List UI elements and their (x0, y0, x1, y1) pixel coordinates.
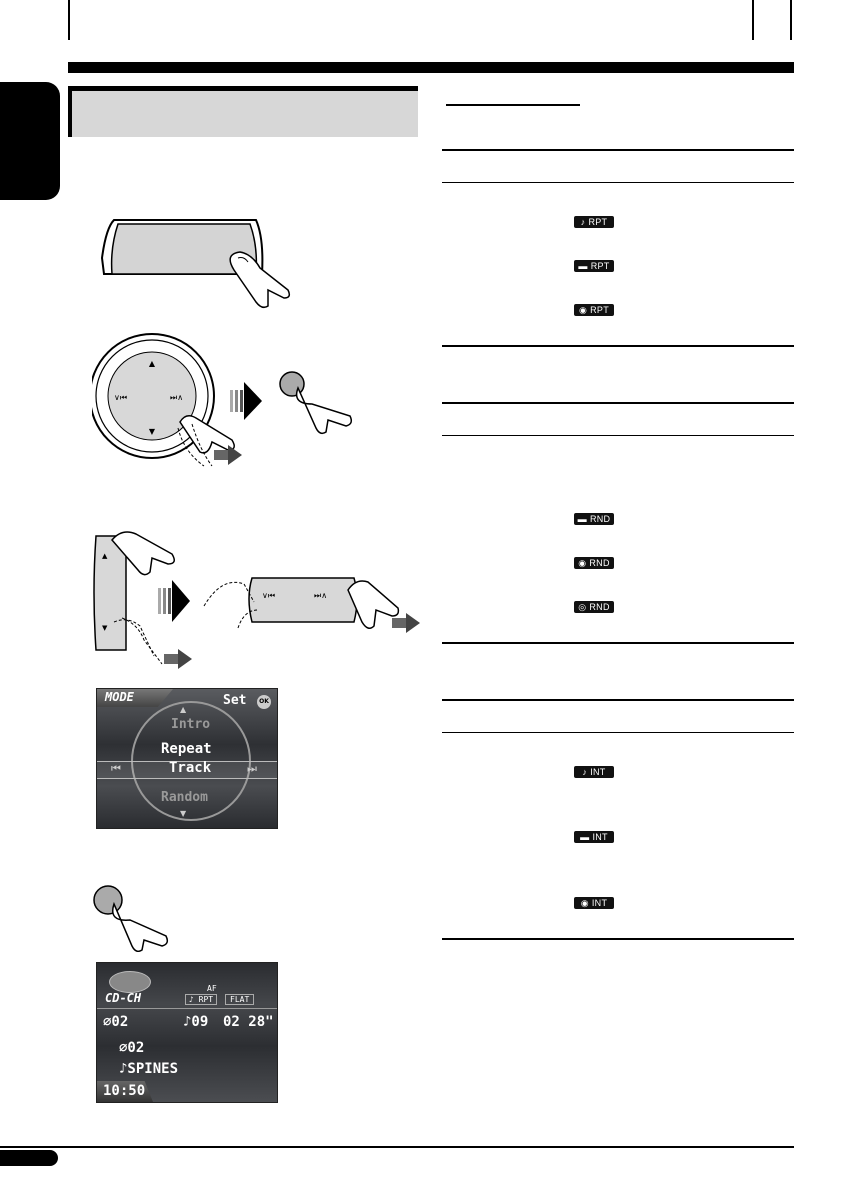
title-line: ♪SPINES (119, 1061, 179, 1077)
svg-text:▲: ▲ (102, 552, 108, 560)
table-rule (442, 149, 794, 151)
table-rule (442, 345, 794, 347)
track-note-icon: ♪ (580, 217, 586, 227)
header-rule (68, 62, 794, 73)
clock: 10:50 (103, 1083, 146, 1099)
cd-changer-status-screen (96, 962, 278, 1103)
right-column-heading-underline (446, 104, 580, 106)
track-number: ♪09 (183, 1014, 209, 1030)
table-rule (442, 938, 794, 940)
skip-forward-icon: ⏭ (247, 762, 257, 775)
repeat-indicator: ♪ RPT (185, 994, 217, 1005)
source-label: CD-CH (105, 991, 142, 1005)
badge-label: RPT (590, 305, 610, 315)
badge-label: RND (589, 514, 611, 524)
table-rule (442, 435, 794, 436)
table-rule (442, 182, 794, 183)
section-heading-box (68, 86, 418, 137)
intro-badge-track (574, 766, 614, 778)
badge-label: RND (589, 602, 610, 612)
random-badge-magazine (574, 601, 614, 613)
table-rule (442, 402, 794, 404)
badge-label: RND (589, 558, 610, 568)
disc-line: ⌀02 (119, 1040, 145, 1056)
repeat-badge-disc (574, 304, 614, 316)
ok-button-icon: OK (257, 695, 271, 709)
badge-label: INT (590, 767, 606, 777)
mode-item-repeat[interactable]: Repeat (161, 741, 212, 757)
eq-indicator: FLAT (225, 994, 254, 1005)
crop-mark (790, 0, 792, 40)
skip-back-icon: ⏮ (111, 762, 121, 775)
down-arrow-icon: ▼ (180, 809, 187, 818)
svg-text:▼: ▼ (102, 624, 108, 632)
folder-icon: ▬ (580, 832, 590, 842)
random-badge-disc (574, 557, 614, 569)
up-arrow-icon: ▲ (180, 705, 187, 714)
table-rule (442, 732, 794, 733)
disc-icon: ◉ (578, 305, 588, 315)
page-number-tab (0, 1150, 58, 1166)
language-side-tab (0, 82, 60, 200)
folder-icon: ▬ (577, 514, 587, 524)
folder-icon: ▬ (578, 261, 588, 271)
svg-text:⏭∧: ⏭∧ (170, 393, 184, 402)
magazine-icon: ◎ (578, 602, 587, 612)
mode-menu-screen (96, 688, 278, 829)
dial-select-illustration (92, 332, 362, 472)
button-press-illustration (92, 884, 172, 952)
crop-mark (68, 0, 70, 40)
mode-title: MODE (105, 690, 134, 704)
repeat-badge-track (574, 216, 614, 228)
badge-label: INT (591, 898, 608, 908)
control-dial-press-illustration (92, 218, 292, 310)
mode-item-random[interactable]: Random (161, 790, 208, 805)
table-rule (442, 642, 794, 644)
af-indicator: AF (207, 984, 217, 993)
crop-mark (752, 0, 754, 40)
track-note-icon: ♪ (582, 767, 588, 777)
elapsed-time: 02 28" (223, 1014, 274, 1030)
status-divider (97, 1008, 277, 1009)
mode-item-intro[interactable]: Intro (171, 717, 211, 732)
footer-rule (0, 1146, 794, 1148)
repeat-badge-folder (574, 260, 614, 272)
intro-badge-folder (574, 831, 614, 843)
intro-badge-disc (574, 897, 614, 909)
table-rule (442, 699, 794, 701)
badge-label: RPT (588, 217, 608, 227)
random-badge-folder (574, 513, 614, 525)
badge-label: INT (592, 832, 608, 842)
cd-changer-icon (109, 971, 151, 993)
disc-icon: ◉ (580, 898, 589, 908)
svg-text:∨⏮: ∨⏮ (114, 393, 128, 402)
disc-number: ⌀02 (103, 1014, 129, 1030)
svg-text:∨⏮: ∨⏮ (262, 591, 276, 600)
disc-icon: ◉ (578, 558, 587, 568)
mode-item-track[interactable]: Track (169, 760, 212, 776)
svg-text:▼: ▼ (148, 427, 156, 436)
svg-text:▲: ▲ (148, 359, 156, 368)
badge-label: RPT (590, 261, 610, 271)
set-label: Set (223, 693, 247, 708)
svg-text:⏭∧: ⏭∧ (314, 591, 328, 600)
dial-navigate-illustration (92, 528, 422, 670)
